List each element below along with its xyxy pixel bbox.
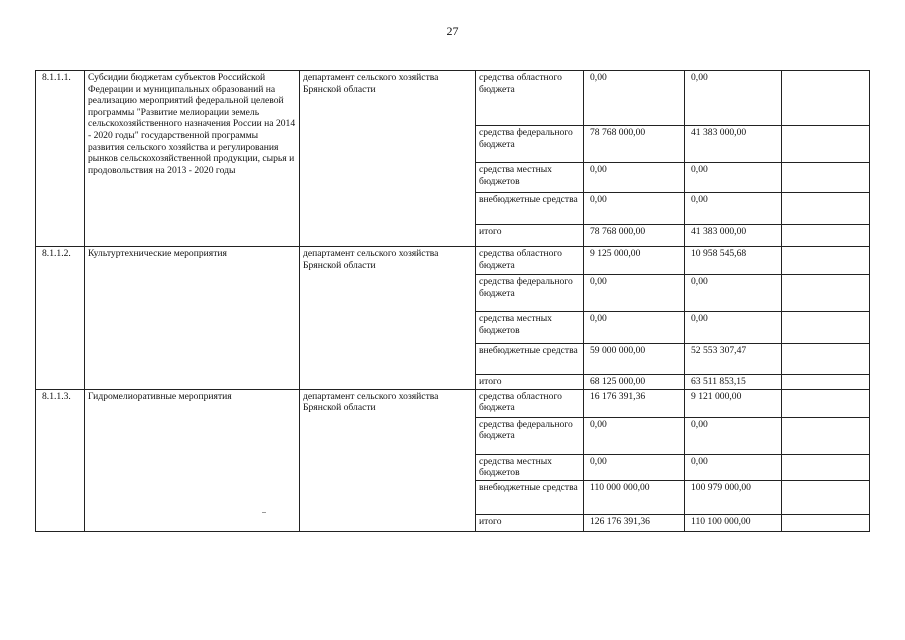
empty-cell [782, 163, 870, 193]
scan-speck [262, 512, 266, 513]
empty-cell [782, 71, 870, 126]
amount-planned: 0,00 [584, 417, 685, 454]
amount-planned: 59 000 000,00 [584, 344, 685, 375]
amount-planned: 78 768 000,00 [584, 126, 685, 163]
empty-cell [782, 514, 870, 531]
item-executor: департамент сельского хозяйства Брянской области [300, 71, 476, 247]
amount-planned: 0,00 [584, 193, 685, 225]
item-code: 8.1.1.3. [36, 389, 85, 531]
empty-cell [782, 389, 870, 417]
amount-actual: 10 958 545,68 [685, 247, 782, 275]
amount-planned: 78 768 000,00 [584, 225, 685, 247]
budget-table [35, 70, 870, 532]
page-number: 27 [446, 24, 459, 38]
table-row [36, 389, 870, 417]
amount-actual: 63 511 853,15 [685, 375, 782, 390]
funding-source-label: внебюджетные средства [476, 344, 584, 375]
amount-planned: 0,00 [584, 275, 685, 312]
empty-cell [782, 225, 870, 247]
empty-cell [782, 275, 870, 312]
funding-source-label: итого [476, 225, 584, 247]
amount-actual: 0,00 [685, 312, 782, 344]
item-name: Субсидии бюджетам субъектов Российской Федерации и муниципальных образований на реализацию мероприятий федеральной целевой программы "Развитие мелиорации земель сельскохозяйственного назначения России на 2014 - 2020 годы" государственной программы развития сельского хозяйства и регулирования рынков сельскохозяйственной продукции, сырья и продовольствия на 2013 - 2020 годы [85, 71, 300, 247]
table-row [36, 247, 870, 275]
amount-planned: 110 000 000,00 [584, 480, 685, 514]
funding-source-label: средства местных бюджетов [476, 163, 584, 193]
amount-planned: 0,00 [584, 71, 685, 126]
amount-actual: 0,00 [685, 454, 782, 480]
amount-actual: 0,00 [685, 417, 782, 454]
empty-cell [782, 193, 870, 225]
amount-planned: 0,00 [584, 312, 685, 344]
funding-source-label: средства федерального бюджета [476, 275, 584, 312]
amount-actual: 0,00 [685, 193, 782, 225]
item-name: Культуртехнические мероприятия [85, 247, 300, 390]
table-row [36, 71, 870, 126]
empty-cell [782, 375, 870, 390]
amount-actual: 0,00 [685, 275, 782, 312]
funding-source-label: внебюджетные средства [476, 480, 584, 514]
funding-source-label: средства областного бюджета [476, 71, 584, 126]
amount-actual: 110 100 000,00 [685, 514, 782, 531]
item-name: Гидромелиоративные мероприятия [85, 389, 300, 531]
funding-source-label: средства местных бюджетов [476, 312, 584, 344]
funding-source-label: средства федерального бюджета [476, 126, 584, 163]
funding-source-label: средства федерального бюджета [476, 417, 584, 454]
amount-planned: 9 125 000,00 [584, 247, 685, 275]
empty-cell [782, 247, 870, 275]
empty-cell [782, 480, 870, 514]
funding-source-label: итого [476, 375, 584, 390]
amount-actual: 0,00 [685, 163, 782, 193]
amount-actual: 41 383 000,00 [685, 225, 782, 247]
empty-cell [782, 344, 870, 375]
empty-cell [782, 417, 870, 454]
funding-source-label: внебюджетные средства [476, 193, 584, 225]
amount-actual: 41 383 000,00 [685, 126, 782, 163]
amount-actual: 9 121 000,00 [685, 389, 782, 417]
amount-actual: 52 553 307,47 [685, 344, 782, 375]
amount-planned: 0,00 [584, 163, 685, 193]
amount-planned: 68 125 000,00 [584, 375, 685, 390]
funding-source-label: средства местных бюджетов [476, 454, 584, 480]
item-code: 8.1.1.2. [36, 247, 85, 390]
amount-actual: 0,00 [685, 71, 782, 126]
item-executor: департамент сельского хозяйства Брянской области [300, 247, 476, 390]
funding-source-label: средства областного бюджета [476, 389, 584, 417]
amount-planned: 0,00 [584, 454, 685, 480]
empty-cell [782, 312, 870, 344]
amount-planned: 16 176 391,36 [584, 389, 685, 417]
item-executor: департамент сельского хозяйства Брянской области [300, 389, 476, 531]
amount-actual: 100 979 000,00 [685, 480, 782, 514]
funding-source-label: средства областного бюджета [476, 247, 584, 275]
funding-source-label: итого [476, 514, 584, 531]
empty-cell [782, 126, 870, 163]
amount-planned: 126 176 391,36 [584, 514, 685, 531]
item-code: 8.1.1.1. [36, 71, 85, 247]
empty-cell [782, 454, 870, 480]
